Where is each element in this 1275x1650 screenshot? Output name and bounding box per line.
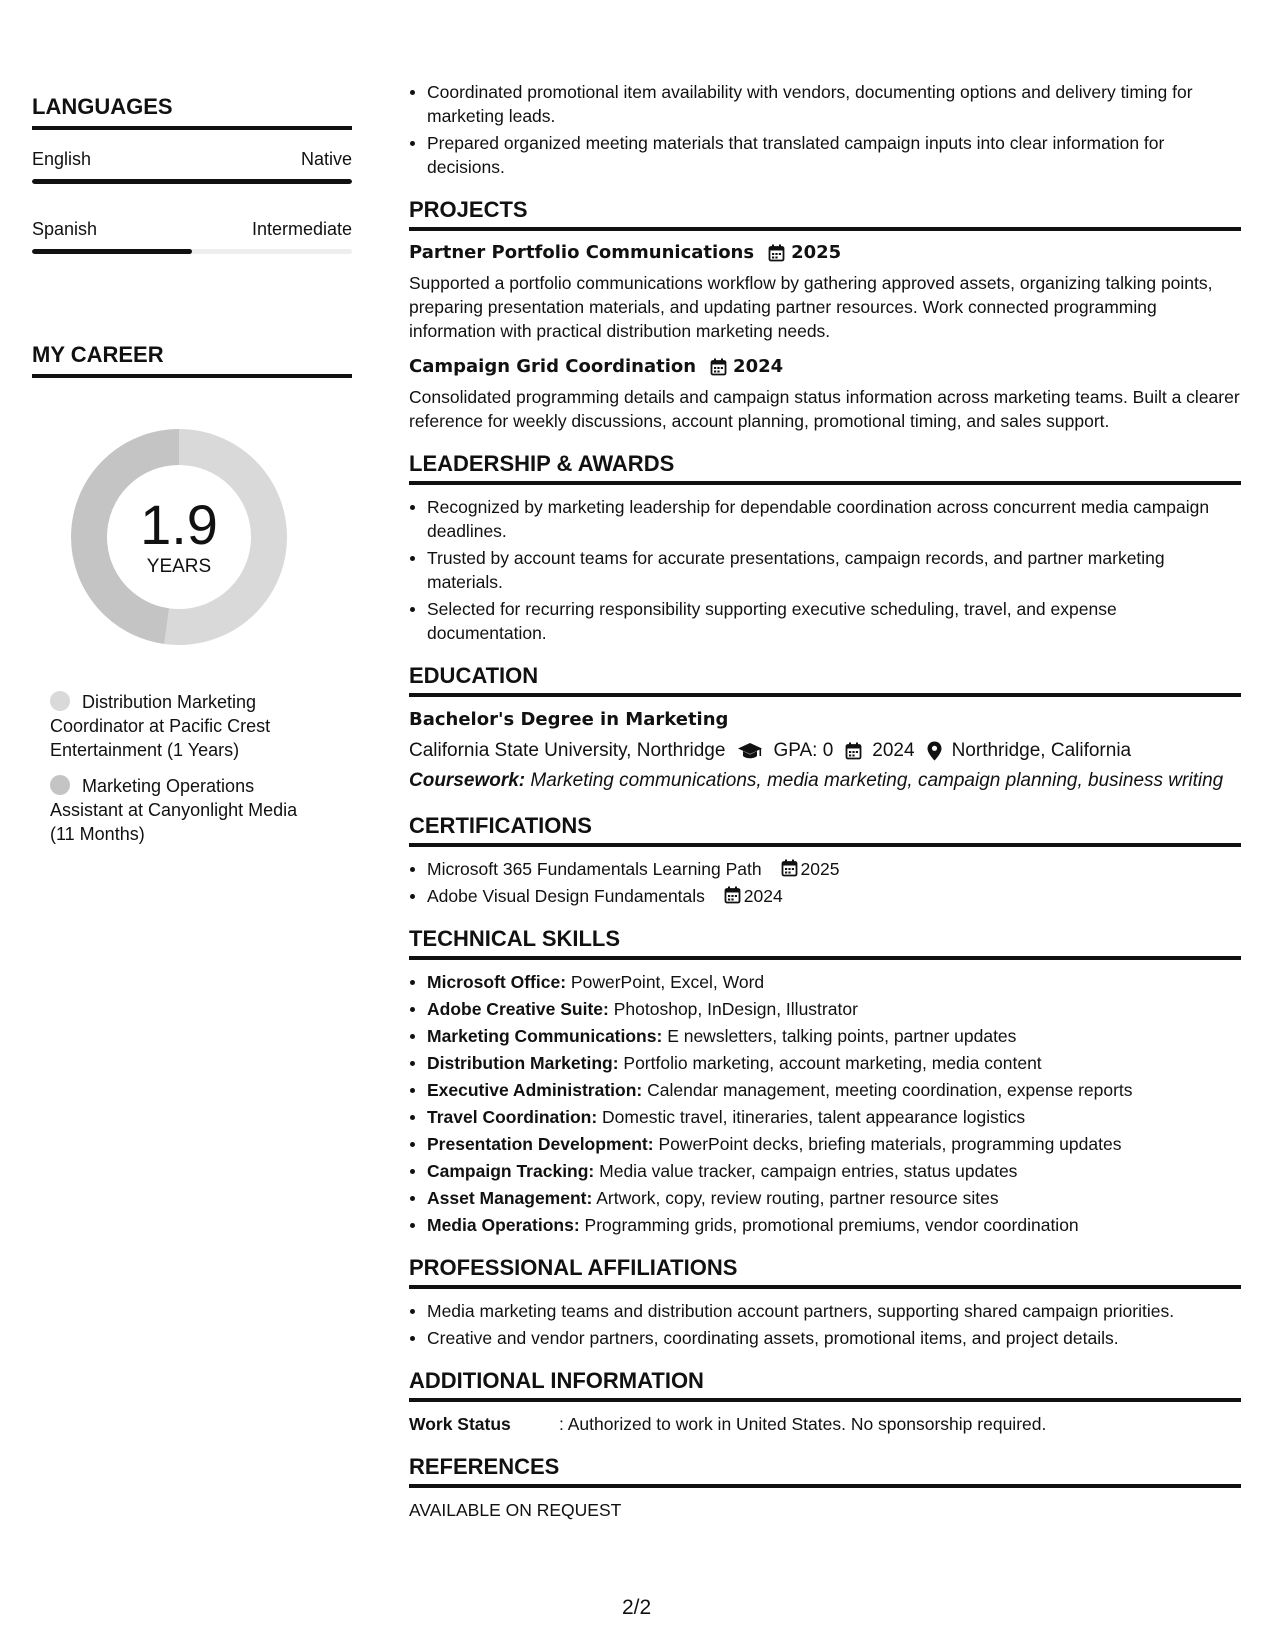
education-year: 2024 (872, 740, 915, 761)
skill-item (409, 1024, 1241, 1048)
skills-heading: TECHNICAL SKILLS (409, 926, 1241, 960)
work-status-label: Work Status (409, 1414, 511, 1434)
coursework-value: Marketing communications, media marketing, campaign planning, business writing (530, 770, 1224, 791)
skill-item (409, 1213, 1241, 1237)
skill-item (409, 1105, 1241, 1129)
coursework-label: Coursework: (409, 770, 526, 791)
certification-name: Adobe Visual Design Fundamentals (427, 886, 705, 906)
affiliations-heading: PROFESSIONAL AFFILIATIONS (409, 1255, 1241, 1289)
skill-item (409, 1051, 1241, 1075)
skill-item (409, 970, 1241, 994)
page-number: 2/2 (622, 1596, 652, 1619)
skill-value: PowerPoint, Excel, Word (570, 972, 765, 992)
skill-label: Asset Management: (427, 1188, 593, 1208)
skill-value: Media value tracker, campaign entries, status updates (599, 1161, 1018, 1181)
career-total-value: 1.9 (140, 493, 218, 556)
skill-item (409, 1132, 1241, 1156)
skill-item (409, 997, 1241, 1021)
education-gpa: GPA: 0 (773, 740, 834, 761)
language-level: Native (300, 149, 352, 169)
education-details (409, 737, 1241, 765)
certification-name: Microsoft 365 Fundamentals Learning Path (427, 859, 762, 879)
project-description: Supported a portfolio communications workflow by gathering approved assets, organizing talking points, preparing presentation materials, and updating partner resources. Work connected programming information with practical distribution marketing needs. (409, 273, 1213, 341)
project-year: 2024 (733, 356, 784, 377)
skill-label: Travel Coordination: (427, 1107, 598, 1127)
skill-value: Artwork, copy, review routing, partner resource sites (596, 1188, 999, 1208)
skill-item (409, 1186, 1241, 1210)
project-year: 2025 (791, 242, 842, 263)
project-description: Consolidated programming details and campaign status information across marketing teams. Built a clearer reference for weekly discussions, account planning, promotional timing, and sales support. (409, 387, 1240, 431)
career-heading: MY CAREER (32, 342, 352, 378)
calendar-icon (845, 742, 862, 760)
language-name: English (32, 149, 92, 169)
list-item: Creative and vendor partners, coordinating assets, promotional items, and project details. (409, 1326, 1241, 1350)
right-column (409, 80, 1241, 1522)
list-item (409, 884, 1241, 908)
calendar-icon (768, 244, 785, 262)
skill-value: Portfolio marketing, account marketing, media content (623, 1053, 1042, 1073)
education-school: California State University, Northridge (409, 740, 726, 761)
skill-value: PowerPoint decks, briefing materials, programming updates (658, 1134, 1122, 1154)
list-item (409, 857, 1241, 881)
graduation-cap-icon (737, 742, 763, 760)
projects-heading: PROJECTS (409, 197, 1241, 231)
certification-year: 2025 (800, 859, 840, 879)
legend-dot-icon (50, 775, 70, 795)
project-title: Partner Portfolio Communications (409, 242, 755, 263)
certification-year: 2024 (743, 886, 783, 906)
language-entry (32, 148, 352, 184)
skill-label: Executive Administration: (427, 1080, 643, 1100)
languages-heading: LANGUAGES (32, 94, 352, 130)
certifications-heading: CERTIFICATIONS (409, 813, 1241, 847)
skill-label: Distribution Marketing: (427, 1053, 619, 1073)
affiliations-list (409, 1299, 1241, 1350)
education-coursework (409, 769, 1241, 793)
skill-value: Photoshop, InDesign, Illustrator (613, 999, 858, 1019)
skill-label: Microsoft Office: (427, 972, 567, 992)
career-legend-label: Distribution Marketing Coordinator at Pacific Crest Entertainment (1 Years) (50, 692, 271, 760)
calendar-icon (724, 886, 741, 904)
work-status-row (409, 1412, 1241, 1436)
language-level: Intermediate (251, 219, 352, 239)
project-entry (409, 355, 1241, 433)
career-legend-item (50, 690, 322, 762)
career-total-unit: YEARS (146, 556, 212, 577)
career-donut-chart (64, 422, 294, 652)
list-item: Trusted by account teams for accurate presentations, campaign records, and partner marketing materials. (409, 546, 1241, 594)
legend-dot-icon (50, 691, 70, 711)
certifications-list (409, 857, 1241, 908)
language-proficiency-fill (32, 249, 192, 254)
list-item: Recognized by marketing leadership for dependable coordination across concurrent media campaign deadlines. (409, 495, 1241, 543)
education-degree: Bachelor's Degree in Marketing (409, 709, 729, 730)
project-title: Campaign Grid Coordination (409, 356, 697, 377)
project-entry (409, 241, 1241, 343)
education-location: Northridge, California (951, 740, 1132, 761)
skill-item (409, 1078, 1241, 1102)
experience-bullets (409, 80, 1241, 179)
skill-item (409, 1159, 1241, 1183)
language-entry (32, 218, 352, 254)
work-status-value: : Authorized to work in United States. No sponsorship required. (559, 1414, 1047, 1434)
skill-label: Presentation Development: (427, 1134, 654, 1154)
skill-value: Calendar management, meeting coordination, expense reports (647, 1080, 1133, 1100)
list-item: Media marketing teams and distribution account partners, supporting shared campaign priorities. (409, 1299, 1241, 1323)
leadership-list (409, 495, 1241, 645)
skill-value: E newsletters, talking points, partner updates (667, 1026, 1017, 1046)
skills-list (409, 970, 1241, 1237)
skill-label: Marketing Communications: (427, 1026, 663, 1046)
list-item: Coordinated promotional item availability with vendors, documenting options and delivery timing for marketing leads. (409, 80, 1241, 128)
references-heading: REFERENCES (409, 1454, 1241, 1488)
leadership-heading: LEADERSHIP & AWARDS (409, 451, 1241, 485)
left-column (32, 94, 352, 858)
skill-value: Domestic travel, itineraries, talent appearance logistics (602, 1107, 1026, 1127)
calendar-icon (710, 358, 727, 376)
language-proficiency-bar (32, 249, 352, 254)
skill-label: Media Operations: (427, 1215, 580, 1235)
career-legend-label: Marketing Operations Assistant at Canyonlight Media (11 Months) (50, 776, 298, 844)
career-legend (32, 690, 322, 846)
language-name: Spanish (32, 219, 98, 239)
skill-label: Campaign Tracking: (427, 1161, 595, 1181)
skill-label: Adobe Creative Suite: (427, 999, 609, 1019)
additional-info-heading: ADDITIONAL INFORMATION (409, 1368, 1241, 1402)
list-item: Selected for recurring responsibility supporting executive scheduling, travel, and expense documentation. (409, 597, 1241, 645)
list-item: Prepared organized meeting materials that translated campaign inputs into clear information for decisions. (409, 131, 1241, 179)
skill-value: Programming grids, promotional premiums, vendor coordination (584, 1215, 1079, 1235)
education-heading: EDUCATION (409, 663, 1241, 697)
career-legend-item (50, 774, 322, 846)
location-pin-icon (927, 741, 942, 761)
references-text: AVAILABLE ON REQUEST (409, 1500, 622, 1520)
calendar-icon (781, 859, 798, 877)
